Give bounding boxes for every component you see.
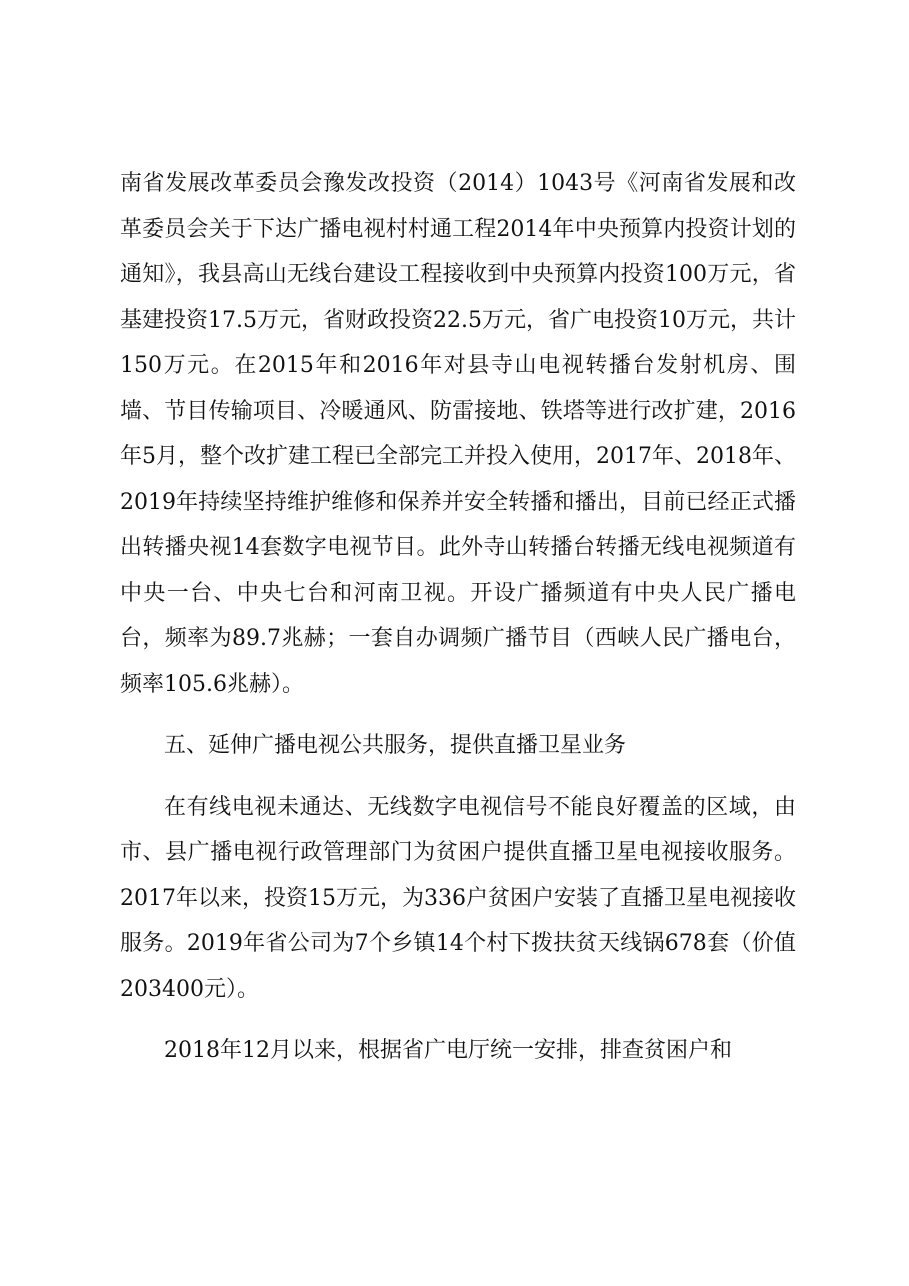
paragraph-satellite-service: 在有线电视未通达、无线数字电视信号不能良好覆盖的区域，由市、县广播电视行政管理部门为贫困户提供直播卫星电视接收服务。2017年以来，投资15万元，为336户贫困户安装了直播卫星电视接收服务。2019年省公司为7个乡镇14个村下拨扶贫天线锅678套（价值203400元）。 bbox=[120, 794, 796, 1002]
paragraph-investigation: 2018年12月以来，根据省广电厅统一安排，排查贫困户和 bbox=[164, 1038, 732, 1063]
paragraph-continuation: 南省发展改革委员会豫发改投资（2014）1043号《河南省发展和改革委员会关于下达广播电视村村通工程2014年中央预算内投资计划的通知》，我县高山无线台建设工程接收到中央预算内投资100万元，省基建投资17.5万元，省财政投资22.5万元，省广电投资10万元，共计150万元。在2015年和2016年对县寺山电视转播台发射机房、围墙、节目传输项目、冷暖通风、防雷接地、铁塔等进行改扩建，2016年5月，整个改扩建工程已全部完工并投入使用，2017年、2018年、2019年持续坚持维护维修和保养并安全转播和播出，目前已经正式播出转播央视14套数字电视节目。此外寺山转播台转播无线电视频道有中央一台、中央七台和河南卫视。开设广播频道有中央人民广播电台，频率为89.7兆赫；一套自办调频广播节目（西峡人民广播电台，频率105.6兆赫）。 bbox=[120, 171, 796, 697]
document-body bbox=[120, 161, 796, 1074]
section-heading: 五、延伸广播电视公共服务，提供直播卫星业务 bbox=[164, 733, 627, 758]
